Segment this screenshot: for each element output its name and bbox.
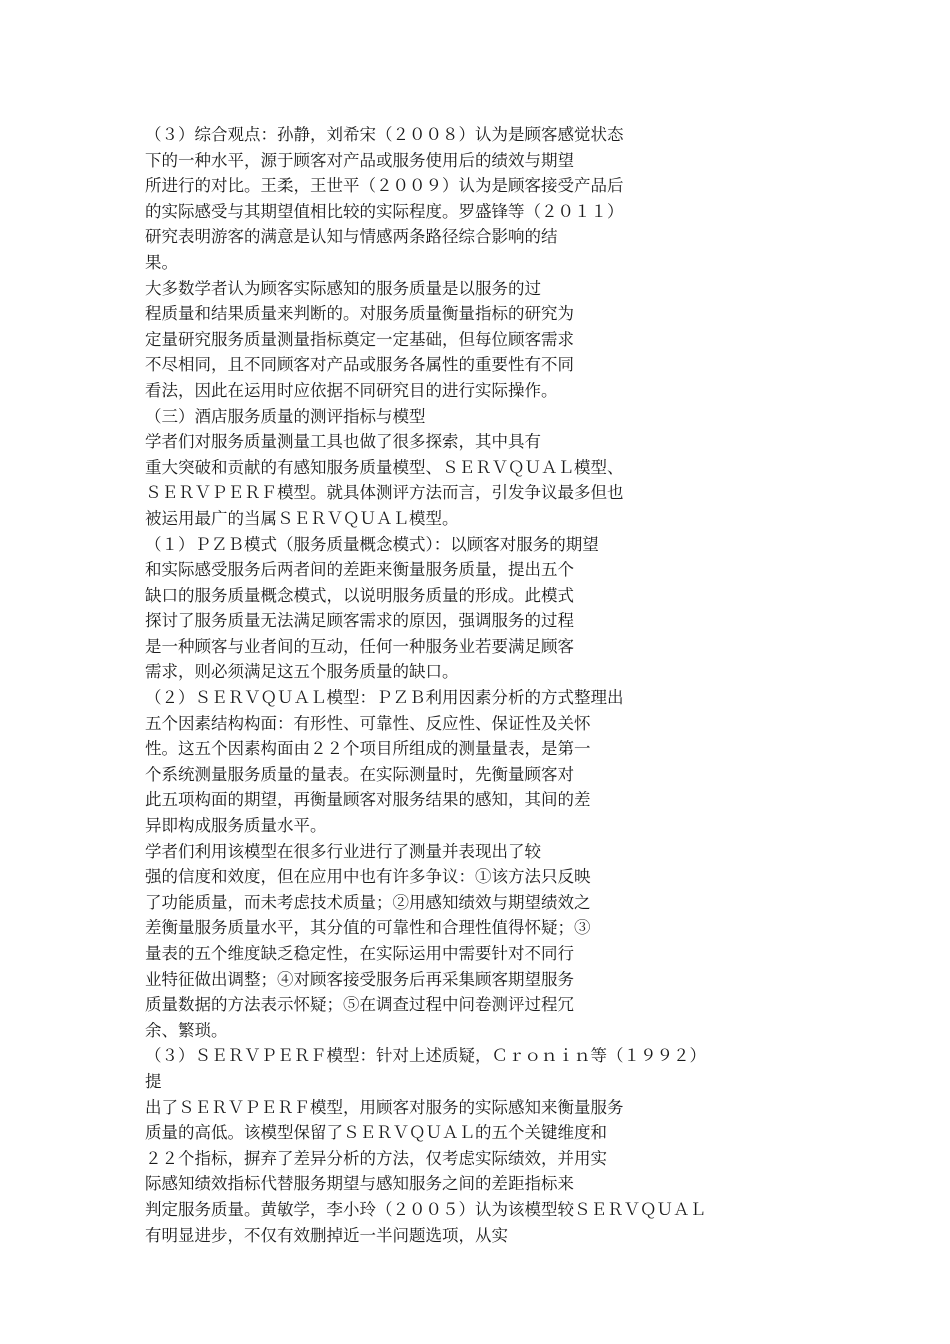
text-line: 余、繁琐。	[145, 1020, 228, 1040]
text-line: 量表的五个维度缺乏稳定性，在实际运用中需要针对不同行	[145, 944, 574, 963]
text-line: 的实际感受与其期望值相比较的实际程度。罗盛锋等（２０１１）	[145, 201, 624, 221]
text-line: （３）综合观点：孙静，刘希宋（２００８）认为是顾客感觉状态	[145, 125, 624, 144]
text-line: 重大突破和贡献的有感知服务质量模型、ＳＥＲＶＱＵＡＬ模型、	[145, 457, 624, 477]
text-line: （３）ＳＥＲＶＰＥＲＦ模型：针对上述质疑，Ｃｒｏｎｉｎ等（１９９２）	[145, 1046, 706, 1066]
text-line: （２）ＳＥＲＶＱＵＡＬ模型：ＰＺＢ利用因素分析的方式整理出	[145, 688, 624, 708]
text-line: 学者们利用该模型在很多行业进行了测量并表现出了较	[145, 841, 541, 861]
text-line: 质量数据的方法表示怀疑；⑤在调查过程中问卷测评过程冗	[145, 995, 574, 1015]
text-line: 出了ＳＥＲＶＰＥＲＦ模型，用顾客对服务的实际感知来衡量服务	[145, 1097, 624, 1117]
text-line: 探讨了服务质量无法满足顾客需求的原因，强调服务的过程	[145, 611, 574, 631]
text-line: 有明显进步，不仅有效删掉近一半问题选项，从实	[145, 1225, 508, 1245]
text-line: 不尽相同，且不同顾客对产品或服务各属性的重要性有不同	[145, 355, 574, 375]
text-line: 下的一种水平，源于顾客对产品或服务使用后的绩效与期望	[145, 150, 574, 170]
text-line: 强的信度和效度，但在应用中也有许多争议：①该方法只反映	[145, 867, 591, 887]
body-text	[145, 122, 935, 1248]
text-line: 差衡量服务质量水平，其分值的可靠性和合理性值得怀疑；③	[145, 918, 591, 938]
text-line: 判定服务质量。黄敏学，李小玲（２００５）认为该模型较ＳＥＲＶＱＵＡＬ	[145, 1199, 706, 1219]
text-line: 大多数学者认为顾客实际感知的服务质量是以服务的过	[145, 278, 541, 298]
text-line: ２２个指标，摒弃了差异分析的方法，仅考虑实际绩效，并用实	[145, 1148, 607, 1168]
text-line: 被运用最广的当属ＳＥＲＶＱＵＡＬ模型。	[145, 508, 459, 528]
text-line: 个系统测量服务质量的量表。在实际测量时，先衡量顾客对	[145, 764, 574, 784]
text-line: 所进行的对比。王柔，王世平（２００９）认为是顾客接受产品后	[145, 176, 624, 196]
text-line: 和实际感受服务后两者间的差距来衡量服务质量，提出五个	[145, 560, 574, 580]
text-line: 性。这五个因素构面由２２个项目所组成的测量量表，是第一	[145, 739, 591, 759]
text-line: 业特征做出调整；④对顾客接受服务后再采集顾客期望服务	[145, 969, 574, 989]
text-line: 质量的高低。该模型保留了ＳＥＲＶＱＵＡＬ的五个关键维度和	[145, 1123, 607, 1143]
text-line: 研究表明游客的满意是认知与情感两条路径综合影响的结	[145, 227, 558, 247]
text-line: 学者们对服务质量测量工具也做了很多探索，其中具有	[145, 432, 541, 452]
text-line: 提	[145, 1071, 162, 1091]
section-heading: （三）酒店服务质量的测评指标与模型	[145, 406, 426, 426]
text-line: 此五项构面的期望，再衡量顾客对服务结果的感知，其间的差	[145, 790, 591, 810]
text-line: 需求，则必须满足这五个服务质量的缺口。	[145, 662, 459, 682]
text-line: 程质量和结果质量来判断的。对服务质量衡量指标的研究为	[145, 304, 574, 324]
text-line: 定量研究服务质量测量指标奠定一定基础，但每位顾客需求	[145, 329, 574, 349]
text-line: 是一种顾客与业者间的互动，任何一种服务业若要满足顾客	[145, 636, 574, 656]
text-line: 际感知绩效指标代替服务期望与感知服务之间的差距指标来	[145, 1174, 574, 1194]
text-line: 五个因素结构构面：有形性、可靠性、反应性、保证性及关怀	[145, 713, 591, 733]
text-line: 果。	[145, 252, 178, 272]
text-line: ＳＥＲＶＰＥＲＦ模型。就具体测评方法而言，引发争议最多但也	[145, 483, 624, 503]
text-line: 了功能质量，而未考虑技术质量；②用感知绩效与期望绩效之	[145, 892, 591, 912]
text-line: 异即构成服务质量水平。	[145, 816, 327, 836]
text-line: 缺口的服务质量概念模式，以说明服务质量的形成。此模式	[145, 585, 574, 605]
text-line: 看法，因此在运用时应依据不同研究目的进行实际操作。	[145, 380, 558, 400]
text-line: （１）ＰＺＢ模式（服务质量概念模式）：以顾客对服务的期望	[145, 534, 599, 554]
